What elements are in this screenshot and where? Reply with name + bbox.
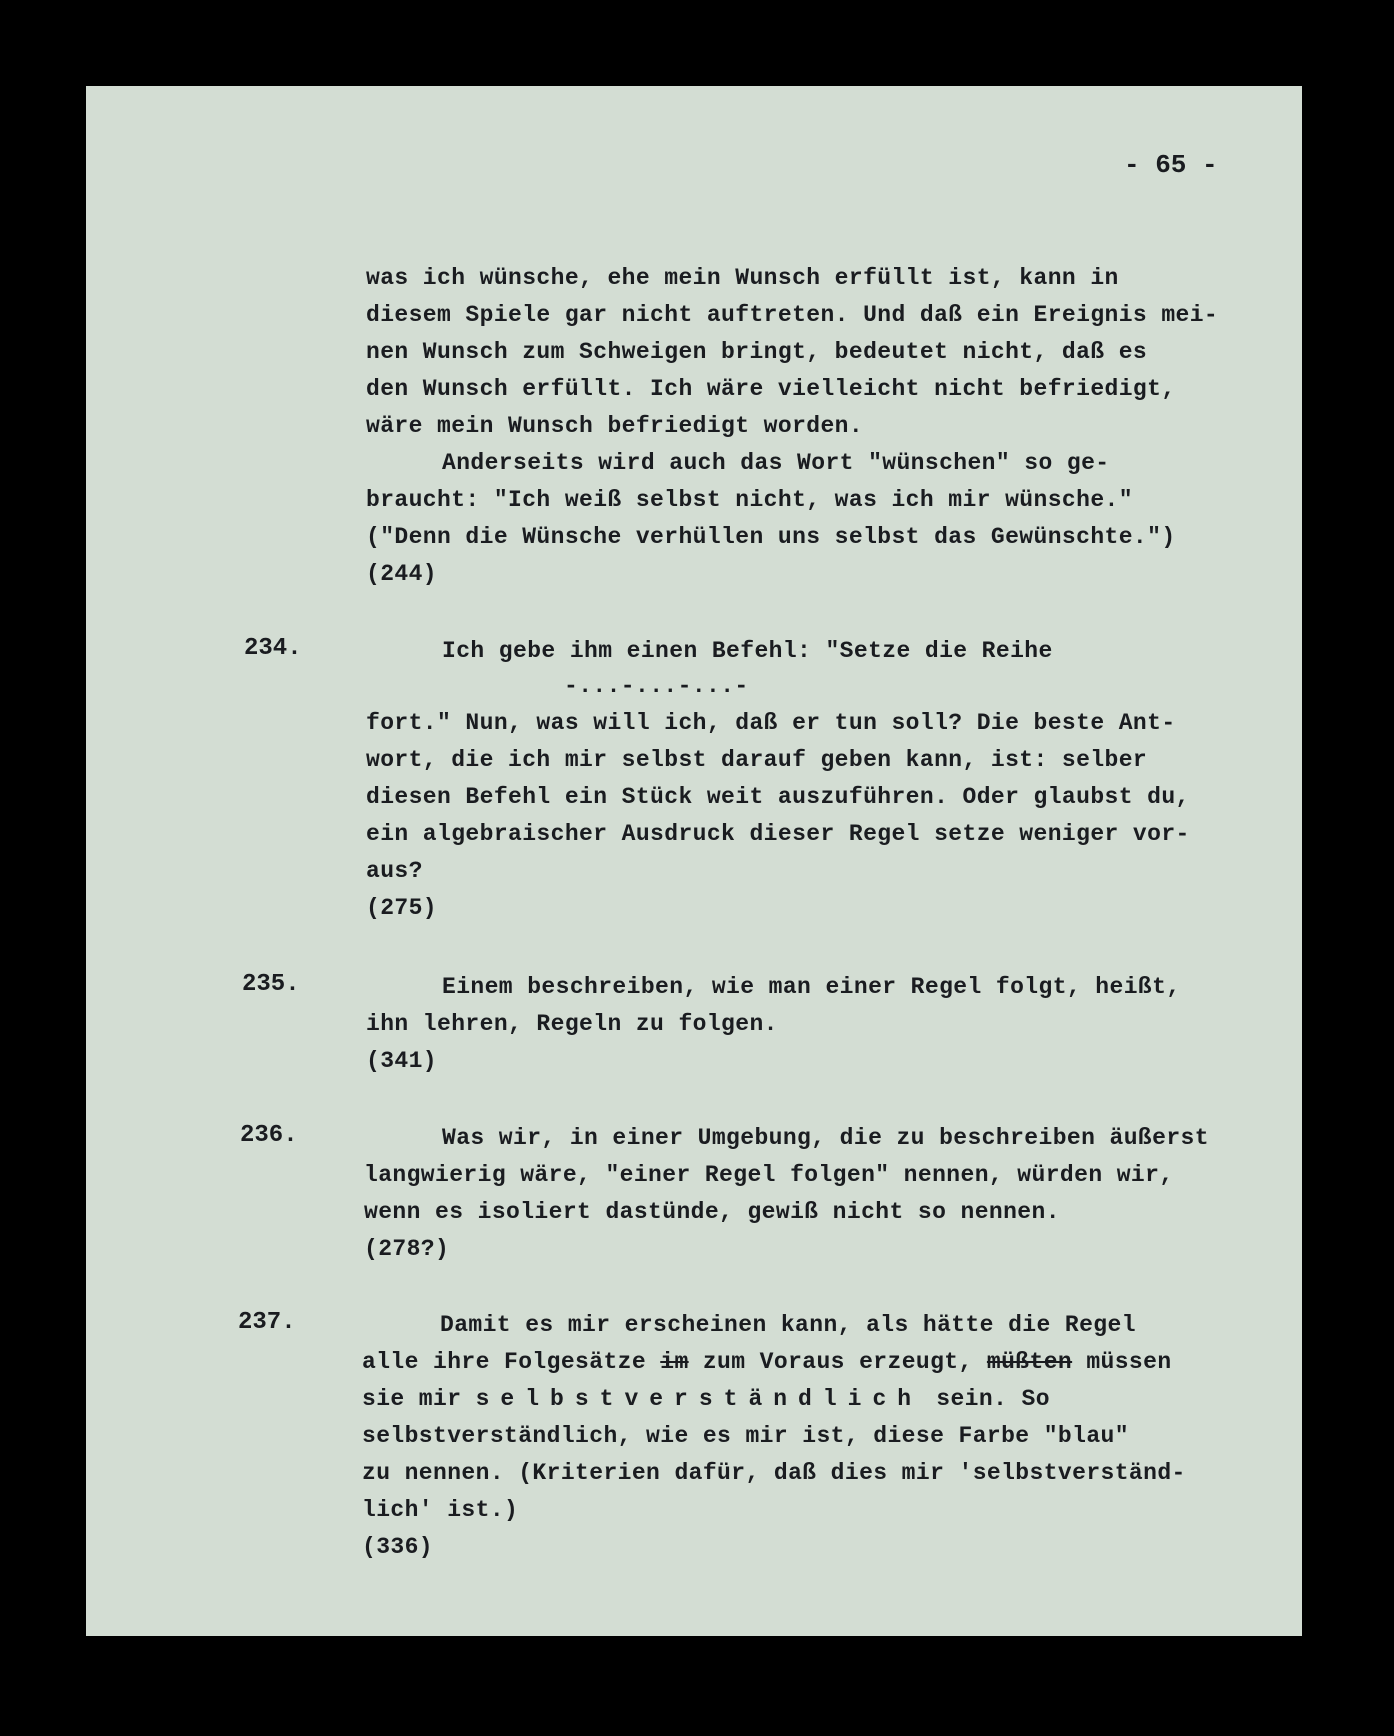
text-line [362,1347,1172,1377]
emphasized-word: selbstverständlich [475,1386,923,1412]
text-line: wort, die ich mir selbst darauf geben kann, ist: selber [366,747,1148,773]
text-line: wäre mein Wunsch befriedigt worden. [366,413,864,439]
section-number: 235. [242,971,300,998]
struck-text: müßten [986,1349,1073,1375]
text-line: zu nennen. (Kriterien dafür, daß dies mir 'selbstverständ- [362,1460,1186,1486]
text-line: ("Denn die Wünsche verhüllen uns selbst das Gewünschte.") [366,524,1176,550]
remark-reference: (278?) [364,1236,450,1262]
text-line: diesem Spiele gar nicht auftreten. Und daß ein Ereignis mei- [366,302,1219,328]
text-line: ihn lehren, Regeln zu folgen. [366,1011,778,1037]
text-line: wenn es isoliert dastünde, gewiß nicht so nennen. [364,1199,1060,1225]
text-line: Einem beschreiben, wie man einer Regel folgt, heißt, [442,974,1181,1000]
document-page [86,86,1302,1636]
text-line: was ich wünsche, ehe mein Wunsch erfüllt ist, kann in [366,265,1119,291]
text-line: langwierig wäre, "einer Regel folgen" nennen, würden wir, [364,1162,1174,1188]
text-line: lich' ist.) [362,1497,519,1523]
struck-text: im [660,1349,689,1375]
section-number: 234. [244,635,302,662]
remark-reference: (336) [362,1534,434,1560]
page-number: - 65 - [1124,150,1218,180]
text-fragment: zum Voraus erzeugt, [688,1349,987,1375]
section-number: 236. [240,1122,298,1149]
text-fragment: müssen [1072,1349,1172,1375]
series-pattern: -...-...-...- [564,673,749,699]
text-fragment: sie mir [362,1386,476,1412]
text-line: nen Wunsch zum Schweigen bringt, bedeutet nicht, daß es [366,339,1148,365]
remark-reference: (244) [366,561,438,587]
text-fragment: alle ihre Folgesätze [362,1349,661,1375]
text-line: diesen Befehl ein Stück weit auszuführen. Oder glaubst du, [366,784,1190,810]
text-line: aus? [366,858,423,884]
text-line: Ich gebe ihm einen Befehl: "Setze die Reihe [442,638,1053,664]
remark-reference: (341) [366,1048,438,1074]
remark-reference: (275) [366,895,438,921]
text-line: selbstverständlich, wie es mir ist, diese Farbe "blau" [362,1423,1129,1449]
text-line: fort." Nun, was will ich, daß er tun soll? Die beste Ant- [366,710,1176,736]
section-number: 237. [238,1309,296,1336]
text-line [362,1384,1050,1414]
text-fragment: sein. So [922,1386,1050,1412]
text-line: Anderseits wird auch das Wort "wünschen" so ge- [442,450,1110,476]
text-line: Was wir, in einer Umgebung, die zu beschreiben äußerst [442,1125,1209,1151]
text-line: Damit es mir erscheinen kann, als hätte die Regel [440,1312,1136,1338]
text-line: den Wunsch erfüllt. Ich wäre vielleicht nicht befriedigt, [366,376,1176,402]
text-line: braucht: "Ich weiß selbst nicht, was ich mir wünsche." [366,487,1133,513]
text-line: ein algebraischer Ausdruck dieser Regel setze weniger vor- [366,821,1190,847]
